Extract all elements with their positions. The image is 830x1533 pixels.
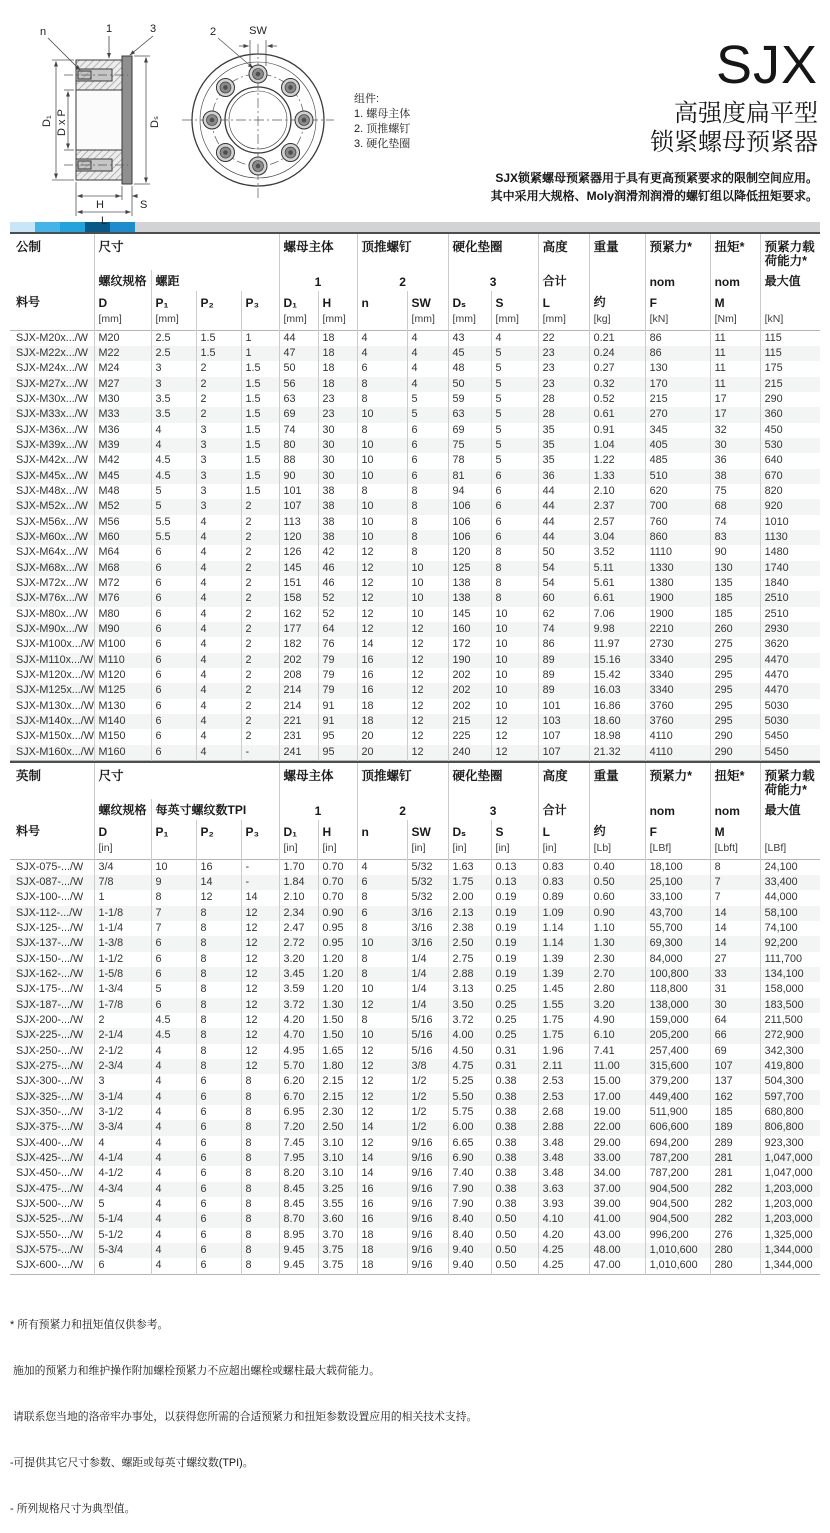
callout-n: n <box>40 26 47 38</box>
dim-label-h: H <box>96 199 104 211</box>
table-row: SJX-275-.../W 2-3/4 4 8 12 5.70 1.80 12 3/8 4.75 0.31 2.11 11.00 315,600 107 419,800 <box>10 1059 820 1074</box>
dim-label-d1: D₁ <box>41 115 53 127</box>
sub-thread-spec: 螺纹规格 <box>94 799 151 820</box>
sub-part-1: 1 <box>279 799 357 820</box>
group-capacity: 预紧力载荷能力* <box>760 233 820 270</box>
sub-part-2: 2 <box>357 270 448 291</box>
footnote-line: * 所有预紧力和扭矩值仅供参考。 <box>10 1319 169 1332</box>
footnotes <box>10 1288 820 1533</box>
table-row: SJX-M24x.../W M24 3 2 1.5 50 18 6 4 48 5 23 0.27 130 11 175 <box>10 361 820 376</box>
group-capacity: 预紧力载荷能力* <box>760 762 820 799</box>
table-row: SJX-M140x.../W M140 6 4 2 221 91 18 12 215 12 103 18.60 3760 295 5030 <box>10 714 820 729</box>
table-row: SJX-075-.../W 3/4 10 16 - 1.70 0.70 4 5/32 1.63 0.13 0.83 0.40 18,100 8 24,100 <box>10 859 820 875</box>
sub-nom-f: nom <box>645 799 710 820</box>
sub-total: 合计 <box>538 799 589 820</box>
table-row: SJX-M56x.../W M56 5.5 4 2 113 38 10 8 106 6 44 2.57 760 74 1010 <box>10 515 820 530</box>
product-series-title: SJX <box>715 35 818 95</box>
table-row: SJX-M100x.../W M100 6 4 2 182 76 14 12 172 10 86 11.97 2730 275 3620 <box>10 637 820 652</box>
legend-title: 组件: <box>354 93 380 105</box>
table-row: SJX-M110x.../W M110 6 4 2 202 79 16 12 190 10 89 15.16 3340 295 4470 <box>10 653 820 668</box>
table-row: SJX-125-.../W 1-1/4 7 8 12 2.47 0.95 8 3/16 2.38 0.19 1.14 1.10 55,700 14 74,100 <box>10 921 820 936</box>
table-row: SJX-M52x.../W M52 5 3 2 107 38 10 8 106 6 44 2.37 700 68 920 <box>10 499 820 514</box>
sub-nom-m: nom <box>710 799 760 820</box>
dim-label-l: L <box>101 215 108 225</box>
table-row: SJX-300-.../W 3 4 6 8 6.20 2.15 12 1/2 5.25 0.38 2.53 15.00 379,200 137 504,300 <box>10 1074 820 1089</box>
table-row: SJX-350-.../W 3-1/2 4 6 8 6.95 2.30 12 1/2 5.75 0.38 2.68 19.00 511,900 185 680,800 <box>10 1105 820 1120</box>
group-height: 高度 <box>538 233 589 270</box>
table-row: SJX-375-.../W 3-3/4 4 6 8 7.20 2.50 14 1/2 6.00 0.38 2.88 22.00 606,600 189 806,800 <box>10 1120 820 1135</box>
group-size: 尺寸 <box>94 762 279 799</box>
table-row: SJX-500-.../W 5 4 6 8 8.45 3.55 16 9/16 7.90 0.38 3.93 39.00 904,500 282 1,203,000 <box>10 1197 820 1212</box>
product-subtitle-line1: 高强度扁平型 <box>674 100 818 127</box>
metric-spec-table: 公制 尺寸 螺母主体 顶推螺钉 硬化垫圈 高度 重量 预紧力* 扭矩* 预紧力载荷能力* 螺纹规格 螺距 1 2 3 合计 nom nom 最大值 料号 D P₁ P₂ P₃ D₁ H n SW Dₛ S L 约 F M [mm] [mm] [mm] [mm] [mm] [mm] [mm] [mm] [kg] [kN] [Nm] [kN] SJX-M20x.../W M20 2.5 1.5 1 44 18 4 4 43 4 22 0.21 86 11 115 SJX-M22x.../W M22 2.5 1.5 1 47 18 4 4 45 5 23 0.24 86 11 115 SJX-M24x.../W M24 3 2 1.5 50 18 6 4 48 5 23 0.27 130 11 175 SJX-M27x.../W M27 3 2 1.5 56 18 8 4 50 5 23 0.32 170 11 215 SJX-M30x.../W M30 3.5 2 1.5 63 23 8 5 59 5 28 0.52 215 17 290 SJX-M33x.../W M33 3.5 2 1.5 69 23 10 5 63 5 28 0.61 270 17 360 SJX-M36x.../W M36 4 3 1.5 74 30 8 6 69 5 35 0.91 345 32 450 SJX-M39x.../W M39 4 3 1.5 80 30 10 6 75 5 35 1.04 405 30 530 SJX-M42x.../W M42 4.5 3 1.5 88 30 10 6 78 5 35 1.22 485 36 640 SJX-M45x.../W M45 4.5 3 1.5 90 30 10 6 81 6 36 1.33 510 38 670 SJX-M48x.../W M48 5 3 1.5 101 38 8 8 94 6 44 2.10 620 75 820 SJX-M52x.../W M52 5 3 2 107 38 10 8 106 6 44 2.37 700 68 920 SJX-M56x.../W M56 5.5 4 2 113 38 10 8 106 6 44 2.57 760 74 1010 SJX-M60x.../W M60 5.5 4 2 120 38 10 8 106 6 44 3.04 860 83 1130 SJX-M64x.../W M64 6 4 2 126 42 12 8 120 8 50 3.52 1110 90 1480 SJX-M68x.../W M68 6 4 2 145 46 12 10 125 8 54 5.11 1330 130 1740 SJX-M72x.../W M72 6 4 2 151 46 12 10 138 8 54 5.61 1380 135 1840 SJX-M76x.../W M76 6 4 2 158 52 12 10 138 8 60 6.61 1900 185 2510 SJX-M80x.../W M80 6 4 2 162 52 12 10 145 10 62 7.06 1900 185 2510 SJX-M90x.../W M90 6 4 2 177 64 12 12 160 10 74 9.98 2210 260 2930 SJX-M100x.../W M100 6 4 2 182 76 14 12 172 10 86 11.97 2730 275 3620 SJX-M110x.../W M110 6 4 2 202 79 16 12 190 10 89 15.16 3340 295 4470 SJX-M120x.../W M120 6 4 2 208 79 16 12 202 10 89 15.42 3340 295 4470 SJX-M125x.../W M125 6 4 2 214 79 16 12 202 10 89 16.03 3340 295 4470 SJX-M130x.../W M130 6 4 2 214 91 18 12 202 10 101 16.86 3760 295 5030 SJX-M140x.../W M140 6 4 2 221 91 18 12 215 12 103 18.60 3760 295 5030 SJX-M150x.../W M150 6 4 2 231 95 20 12 225 12 107 18.98 4110 290 5450 SJX-M160x.../W M160 6 4 - 241 95 20 12 240 12 107 21.32 4110 290 5450 <box>10 232 820 761</box>
table-row: SJX-137-.../W 1-3/8 6 8 12 2.72 0.95 10 3/16 2.50 0.19 1.14 1.30 69,300 14 92,200 <box>10 936 820 951</box>
table-title: 公制 <box>16 240 42 254</box>
sub-nom-m: nom <box>710 270 760 291</box>
table-row: SJX-162-.../W 1-5/8 6 8 12 3.45 1.20 8 1/4 2.88 0.19 1.39 2.70 100,800 33 134,100 <box>10 967 820 982</box>
sub-total: 合计 <box>538 270 589 291</box>
table-row: SJX-112-.../W 1-1/8 7 8 12 2.34 0.90 6 3/16 2.13 0.19 1.09 0.90 43,700 14 58,100 <box>10 906 820 921</box>
group-jacking-screws: 顶推螺钉 <box>357 762 448 799</box>
table-row: SJX-M60x.../W M60 5.5 4 2 120 38 10 8 106 6 44 3.04 860 83 1130 <box>10 530 820 545</box>
group-hardened-washer: 硬化垫圈 <box>448 762 538 799</box>
table-row: SJX-475-.../W 4-3/4 4 6 8 8.45 3.25 16 9/16 7.90 0.38 3.63 37.00 904,500 282 1,203,000 <box>10 1182 820 1197</box>
table-row: SJX-M27x.../W M27 3 2 1.5 56 18 8 4 50 5 23 0.32 170 11 215 <box>10 377 820 392</box>
table-row: SJX-575-.../W 5-3/4 4 6 8 9.45 3.75 18 9/16 9.40 0.50 4.25 48.00 1,010,600 280 1,344,000 <box>10 1243 820 1258</box>
table-row: SJX-M20x.../W M20 2.5 1.5 1 44 18 4 4 43 4 22 0.21 86 11 115 <box>10 330 820 346</box>
table-title: 英制 <box>16 768 42 783</box>
group-hardened-washer: 硬化垫圈 <box>448 233 538 270</box>
table-row: SJX-175-.../W 1-3/4 5 8 12 3.59 1.20 10 1/4 3.13 0.25 1.45 2.80 118,800 31 158,000 <box>10 982 820 997</box>
table-row: SJX-M160x.../W M160 6 4 - 241 95 20 12 240 12 107 21.32 4110 290 5450 <box>10 745 820 761</box>
group-weight: 重量 <box>589 762 645 799</box>
table-row: SJX-525-.../W 5-1/4 4 6 8 8.70 3.60 16 9/16 8.40 0.50 4.10 41.00 904,500 282 1,203,000 <box>10 1212 820 1227</box>
col-part-number: 料号 <box>16 294 41 309</box>
footnote-line: -可提供其它尺寸参数、螺距或每英寸螺纹数(TPI)。 <box>10 1457 254 1470</box>
imperial-table-body <box>10 859 820 1274</box>
dim-label-ds: Dₛ <box>149 115 161 128</box>
table-row: SJX-250-.../W 2-1/2 4 8 12 4.95 1.65 12 5/16 4.50 0.31 1.96 7.41 257,400 69 342,300 <box>10 1044 820 1059</box>
sub-max: 最大值 <box>760 799 820 820</box>
group-height: 高度 <box>538 762 589 799</box>
table-row: SJX-550-.../W 5-1/2 4 6 8 8.95 3.70 18 9/16 8.40 0.50 4.20 43.00 996,200 276 1,325,000 <box>10 1228 820 1243</box>
dim-label-s: S <box>140 199 148 211</box>
group-nut-body: 螺母主体 <box>279 233 357 270</box>
group-nut-body: 螺母主体 <box>279 762 357 799</box>
table-row: SJX-M150x.../W M150 6 4 2 231 95 20 12 225 12 107 18.98 4110 290 5450 <box>10 729 820 744</box>
table-row: SJX-M42x.../W M42 4.5 3 1.5 88 30 10 6 78 5 35 1.22 485 36 640 <box>10 453 820 468</box>
table-row: SJX-M22x.../W M22 2.5 1.5 1 47 18 4 4 45 5 23 0.24 86 11 115 <box>10 346 820 361</box>
table-row: SJX-M45x.../W M45 4.5 3 1.5 90 30 10 6 81 6 36 1.33 510 38 670 <box>10 469 820 484</box>
technical-drawing <box>6 20 456 225</box>
sub-part-3: 3 <box>448 799 538 820</box>
table-row: SJX-325-.../W 3-1/4 4 6 8 6.70 2.15 12 1/2 5.50 0.38 2.53 17.00 449,400 162 597,700 <box>10 1090 820 1105</box>
table-row: SJX-225-.../W 2-1/4 4.5 8 12 4.70 1.50 10 5/16 4.00 0.25 1.75 6.10 205,200 66 272,900 <box>10 1028 820 1043</box>
table-row: SJX-M64x.../W M64 6 4 2 126 42 12 8 120 8 50 3.52 1110 90 1480 <box>10 545 820 560</box>
sub-pitch: 螺距 <box>151 270 279 291</box>
table-row: SJX-M30x.../W M30 3.5 2 1.5 63 23 8 5 59 5 28 0.52 215 17 290 <box>10 392 820 407</box>
table-row: SJX-600-.../W 6 4 6 8 9.45 3.75 18 9/16 9.40 0.50 4.25 47.00 1,010,600 280 1,344,000 <box>10 1258 820 1274</box>
metric-table-body <box>10 330 820 760</box>
group-torque: 扭矩* <box>710 762 760 799</box>
legend-item: 2. 顶推螺钉 <box>354 123 411 135</box>
sub-nom-f: nom <box>645 270 710 291</box>
sub-tpi: 每英寸螺纹数TPI <box>151 799 279 820</box>
footnote-line: - 所列规格尺寸为典型值。 <box>10 1503 136 1516</box>
footnote-line: 施加的预紧力和维护操作附加螺栓预紧力不应超出螺栓或螺柱最大载荷能力。 <box>10 1365 381 1378</box>
sub-part-2: 2 <box>357 799 448 820</box>
group-preload: 预紧力* <box>645 233 710 270</box>
table-row: SJX-150-.../W 1-1/2 6 8 12 3.20 1.20 8 1/4 2.75 0.19 1.39 2.30 84,000 27 111,700 <box>10 952 820 967</box>
callout-3: 3 <box>150 23 157 35</box>
col-part-number: 料号 <box>16 823 41 838</box>
group-preload: 预紧力* <box>645 762 710 799</box>
table-row: SJX-M125x.../W M125 6 4 2 214 79 16 12 202 10 89 16.03 3340 295 4470 <box>10 683 820 698</box>
table-row: SJX-M90x.../W M90 6 4 2 177 64 12 12 160 10 74 9.98 2210 260 2930 <box>10 622 820 637</box>
table-row: SJX-100-.../W 1 8 12 14 2.10 0.70 8 5/32 2.00 0.19 0.89 0.60 33,100 7 44,000 <box>10 890 820 905</box>
sub-part-1: 1 <box>279 270 357 291</box>
table-row: SJX-200-.../W 2 4.5 8 12 4.20 1.50 8 5/16 3.72 0.25 1.75 4.90 159,000 64 211,500 <box>10 1013 820 1028</box>
table-row: SJX-425-.../W 4-1/4 4 6 8 7.95 3.10 14 9/16 6.90 0.38 3.48 33.00 787,200 281 1,047,000 <box>10 1151 820 1166</box>
product-subtitle-line2: 锁紧螺母预紧器 <box>650 129 818 157</box>
table-row: SJX-M76x.../W M76 6 4 2 158 52 12 10 138 8 60 6.61 1900 185 2510 <box>10 591 820 606</box>
group-jacking-screws: 顶推螺钉 <box>357 233 448 270</box>
group-weight: 重量 <box>589 233 645 270</box>
table-row: SJX-M80x.../W M80 6 4 2 162 52 12 10 145 10 62 7.06 1900 185 2510 <box>10 607 820 622</box>
sub-max: 最大值 <box>760 270 820 291</box>
sub-part-3: 3 <box>448 270 538 291</box>
page-header <box>0 0 830 225</box>
table-row: SJX-M36x.../W M36 4 3 1.5 74 30 8 6 69 5 35 0.91 345 32 450 <box>10 423 820 438</box>
table-row: SJX-187-.../W 1-7/8 6 8 12 3.72 1.30 12 1/4 3.50 0.25 1.55 3.20 138,000 30 183,500 <box>10 998 820 1013</box>
sub-thread-spec: 螺纹规格 <box>94 270 151 291</box>
table-row: SJX-M130x.../W M130 6 4 2 214 91 18 12 202 10 101 16.86 3760 295 5030 <box>10 699 820 714</box>
imperial-spec-table: 英制 尺寸 螺母主体 顶推螺钉 硬化垫圈 高度 重量 预紧力* 扭矩* 预紧力载荷能力* 螺纹规格 每英寸螺纹数TPI 1 2 3 合计 nom nom 最大值 料号 D P₁ P₂ P₃ D₁ H n SW Dₛ S L 约 F M [in] [in] [in] [in] [in] [in] [in] [Lb] [LBf] [Lbft] [LBf] SJX-075-.../W 3/4 10 16 - 1.70 0.70 4 5/32 1.63 0.13 0.83 0.40 18,100 8 24,100 SJX-087-.../W 7/8 9 14 - 1.84 0.70 6 5/32 1.75 0.13 0.83 0.50 25,100 7 33,400 SJX-100-.../W 1 8 12 14 2.10 0.70 8 5/32 2.00 0.19 0.89 0.60 33,100 7 44,000 SJX-112-.../W 1-1/8 7 8 12 2.34 0.90 6 3/16 2.13 0.19 1.09 0.90 43,700 14 58,100 SJX-125-.../W 1-1/4 7 8 12 2.47 0.95 8 3/16 2.38 0.19 1.14 1.10 55,700 14 74,100 SJX-137-.../W 1-3/8 6 8 12 2.72 0.95 10 3/16 2.50 0.19 1.14 1.30 69,300 14 92,200 SJX-150-.../W 1-1/2 6 8 12 3.20 1.20 8 1/4 2.75 0.19 1.39 2.30 84,000 27 111,700 SJX-162-.../W 1-5/8 6 8 12 3.45 1.20 8 1/4 2.88 0.19 1.39 2.70 100,800 33 134,100 SJX-175-.../W 1-3/4 5 8 12 3.59 1.20 10 1/4 3.13 0.25 1.45 2.80 118,800 31 158,000 SJX-187-.../W 1-7/8 6 8 12 3.72 1.30 12 1/4 3.50 0.25 1.55 3.20 138,000 30 183,500 SJX-200-.../W 2 4.5 8 12 4.20 1.50 8 5/16 3.72 0.25 1.75 4.90 159,000 64 211,500 SJX-225-.../W 2-1/4 4.5 8 12 4.70 1.50 10 5/16 4.00 0.25 1.75 6.10 205,200 66 272,900 SJX-250-.../W 2-1/2 4 8 12 4.95 1.65 12 5/16 4.50 0.31 1.96 7.41 257,400 69 342,300 SJX-275-.../W 2-3/4 4 8 12 5.70 1.80 12 3/8 4.75 0.31 2.11 11.00 315,600 107 419,800 SJX-300-.../W 3 4 6 8 6.20 2.15 12 1/2 5.25 0.38 2.53 15.00 379,200 137 504,300 SJX-325-.../W 3-1/4 4 6 8 6.70 2.15 12 1/2 5.50 0.38 2.53 17.00 449,400 162 597,700 SJX-350-.../W 3-1/2 4 6 8 6.95 2.30 12 1/2 5.75 0.38 2.68 19.00 511,900 185 680,800 SJX-375-.../W 3-3/4 4 6 8 7.20 2.50 14 1/2 6.00 0.38 2.88 22.00 606,600 189 806,800 SJX-400-.../W 4 4 6 8 7.45 3.10 12 9/16 6.65 0.38 3.48 29.00 694,200 289 923,300 SJX-425-.../W 4-1/4 4 6 8 7.95 3.10 14 9/16 6.90 0.38 3.48 33.00 787,200 281 1,047,000 SJX-450-.../W 4-1/2 4 6 8 8.20 3.10 14 9/16 7.40 0.38 3.48 34.00 787,200 281 1,047,000 SJX-475-.../W 4-3/4 4 6 8 8.45 3.25 16 9/16 7.90 0.38 3.63 37.00 904,500 282 1,203,000 SJX-500-.../W 5 4 6 8 8.45 3.55 16 9/16 7.90 0.38 3.93 39.00 904,500 282 1,203,000 SJX-525-.../W 5-1/4 4 6 8 8.70 3.60 16 9/16 8.40 0.50 4.10 41.00 904,500 282 1,203,000 SJX-550-.../W 5-1/2 4 6 8 8.95 3.70 18 9/16 8.40 0.50 4.20 43.00 996,200 276 1,325,000 SJX-575-.../W 5-3/4 4 6 8 9.45 3.75 18 9/16 9.40 0.50 4.25 48.00 1,010,600 280 1,344,000 SJX-600-.../W 6 4 6 8 9.45 3.75 18 9/16 9.40 0.50 4.25 47.00 1,010,600 280 1,344,000 <box>10 761 820 1275</box>
table-row: SJX-M72x.../W M72 6 4 2 151 46 12 10 138 8 54 5.61 1380 135 1840 <box>10 576 820 591</box>
legend-item: 3. 硬化垫圈 <box>354 138 411 150</box>
table-row: SJX-M33x.../W M33 3.5 2 1.5 69 23 10 5 63 5 28 0.61 270 17 360 <box>10 407 820 422</box>
table-row: SJX-M48x.../W M48 5 3 1.5 101 38 8 8 94 6 44 2.10 620 75 820 <box>10 484 820 499</box>
dim-label-sw: SW <box>249 25 267 37</box>
drawing-legend <box>354 91 410 150</box>
table-row: SJX-400-.../W 4 4 6 8 7.45 3.10 12 9/16 6.65 0.38 3.48 29.00 694,200 289 923,300 <box>10 1136 820 1151</box>
table-row: SJX-M68x.../W M68 6 4 2 145 46 12 10 125 8 54 5.11 1330 130 1740 <box>10 561 820 576</box>
title-block <box>490 35 818 206</box>
footnote-line: 请联系您当地的洛帝牢办事处，以获得您所需的合适预紧力和扭矩参数设置应用的相关技术支持。 <box>10 1411 478 1424</box>
group-torque: 扭矩* <box>710 233 760 270</box>
callout-1: 1 <box>106 23 113 35</box>
table-row: SJX-M120x.../W M120 6 4 2 208 79 16 12 202 10 89 15.42 3340 295 4470 <box>10 668 820 683</box>
table-row: SJX-087-.../W 7/8 9 14 - 1.84 0.70 6 5/32 1.75 0.13 0.83 0.50 25,100 7 33,400 <box>10 875 820 890</box>
callout-2: 2 <box>210 26 217 38</box>
legend-item: 1. 螺母主体 <box>354 108 411 120</box>
table-row: SJX-450-.../W 4-1/2 4 6 8 8.20 3.10 14 9/16 7.40 0.38 3.48 34.00 787,200 281 1,047,000 <box>10 1166 820 1181</box>
table-row: SJX-M39x.../W M39 4 3 1.5 80 30 10 6 75 5 35 1.04 405 30 530 <box>10 438 820 453</box>
dim-label-dxp: D x P <box>56 109 68 136</box>
group-size: 尺寸 <box>94 233 279 270</box>
product-description: SJX锁紧螺母预紧器用于具有更高预紧要求的限制空间应用。 其中采用大规格、Moly润滑剂润滑的螺钉组以降低扭矩要求。 <box>490 170 818 204</box>
